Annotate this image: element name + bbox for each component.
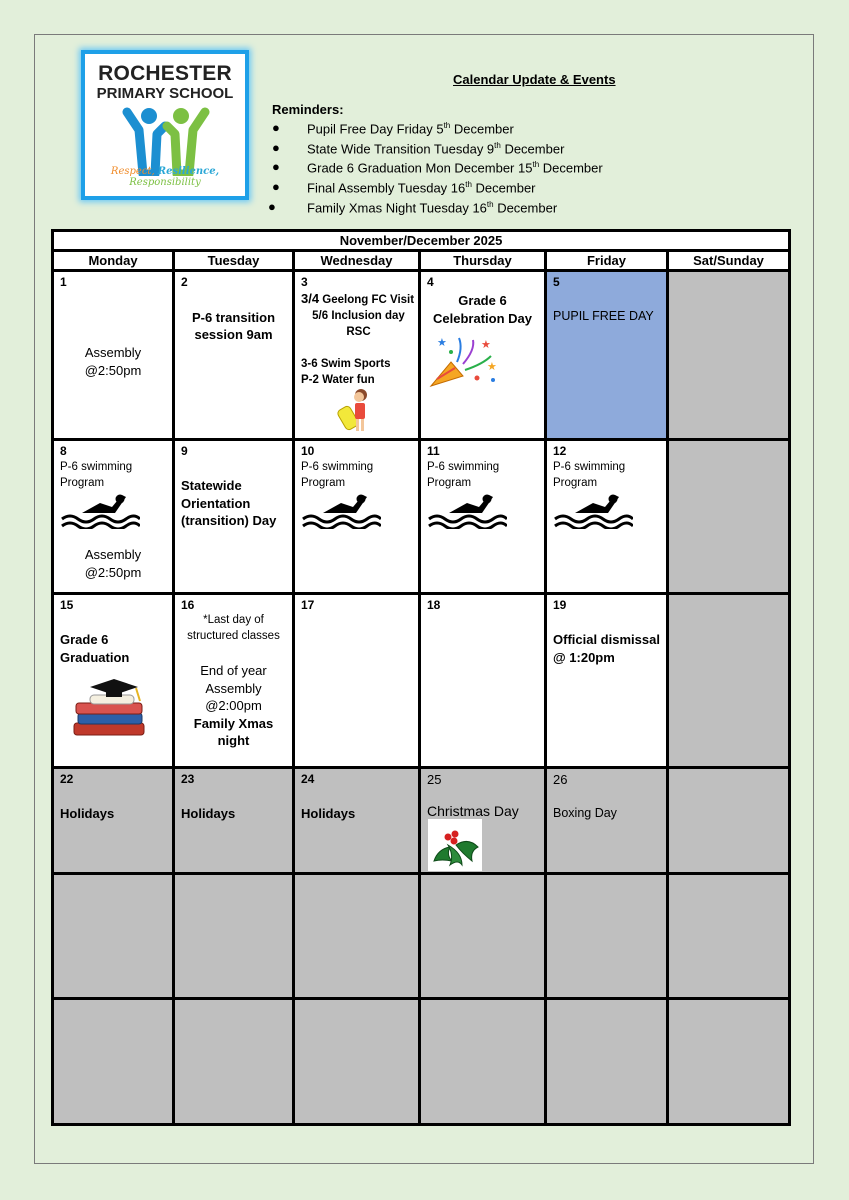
reminder-item: ● Family Xmas Night Tuesday 16th December — [268, 198, 558, 216]
weekend-cell — [668, 999, 790, 1125]
day-cell — [546, 874, 668, 999]
day-cell: 24 Holidays — [294, 768, 420, 874]
weekend-cell — [668, 271, 790, 440]
swimming-icon — [427, 491, 507, 529]
bullet-icon: ● — [272, 179, 280, 195]
calendar-month-header: November/December 2025 — [53, 231, 790, 251]
day-cell: 2 P-6 transition session 9am — [174, 271, 294, 440]
day-number: 11 — [427, 444, 440, 458]
reminder-item: ● State Wide Transition Tuesday 9th December — [272, 139, 565, 157]
bullet-icon: ● — [272, 120, 280, 135]
bullet-icon: ● — [272, 139, 280, 155]
day-number: 19 — [553, 598, 567, 612]
day-cell: 10 P-6 swimming Program — [294, 440, 420, 594]
svg-text:★: ★ — [481, 339, 491, 351]
reminders-heading: Reminders: — [272, 102, 344, 117]
day-number: 2 — [181, 275, 188, 289]
day-number: 26 — [553, 772, 568, 787]
day-cell: 12 P-6 swimming Program — [546, 440, 668, 594]
day-cell — [53, 999, 174, 1125]
swimmer-float-icon — [337, 387, 377, 435]
swimming-icon — [301, 491, 381, 529]
day-number: 25 — [427, 772, 442, 787]
day-cell: 4 Grade 6 Celebration Day ★ ★ ★ — [420, 271, 546, 440]
day-header-tuesday: Tuesday — [174, 251, 294, 271]
party-popper-icon — [429, 334, 503, 390]
weekend-cell — [668, 768, 790, 874]
graduation-books-icon — [70, 679, 150, 741]
day-header-wednesday: Wednesday — [294, 251, 420, 271]
weekend-cell — [668, 594, 790, 768]
day-cell — [294, 874, 420, 999]
day-number: 5 — [553, 275, 560, 289]
day-number: 1 — [60, 275, 67, 289]
day-cell: 26 Boxing Day — [546, 768, 668, 874]
day-number: 23 — [181, 772, 195, 786]
logo-school-name: ROCHESTER — [98, 62, 232, 85]
day-cell — [174, 999, 294, 1125]
day-header-monday: Monday — [53, 251, 174, 271]
day-cell: 23 Holidays — [174, 768, 294, 874]
logo-motto: Respect, Resilience, Responsibility — [110, 166, 220, 188]
day-cell: 19 Official dismissal @ 1:20pm — [546, 594, 668, 768]
day-number: 18 — [427, 598, 441, 612]
reminder-item: ● Final Assembly Tuesday 16th December — [272, 179, 536, 196]
day-header-weekend: Sat/Sunday — [668, 251, 790, 271]
bullet-icon: ● — [268, 198, 276, 214]
day-cell: 22 Holidays — [53, 768, 174, 874]
day-header-thursday: Thursday — [420, 251, 546, 271]
reminder-item: ● Grade 6 Graduation Mon December 15th December — [272, 159, 603, 176]
day-cell — [546, 999, 668, 1125]
day-cell — [53, 874, 174, 999]
day-cell: 8 P-6 swimming Program Assembly @2:50pm — [53, 440, 174, 594]
day-cell: 16 *Last day of structured classes End of year Assembly @2:00pm Family Xmas night — [174, 594, 294, 768]
swimming-icon — [553, 491, 633, 529]
day-cell: 11 P-6 swimming Program — [420, 440, 546, 594]
day-number: 12 — [553, 444, 567, 458]
day-header-friday: Friday — [546, 251, 668, 271]
day-number: 16 — [181, 598, 195, 612]
day-number: 10 — [301, 444, 315, 458]
day-number: 8 — [60, 444, 67, 458]
day-cell — [420, 594, 546, 768]
day-cell: 1 Assembly @2:50pm — [53, 271, 174, 440]
day-cell: 3 3/4 Geelong FC Visit 5/6 Inclusion day RSC 3-6 Swim Sports P-2 Water fun — [294, 271, 420, 440]
day-number: 4 — [427, 275, 434, 289]
holly-icon — [428, 819, 482, 871]
day-cell: 25 Christmas Day — [420, 768, 546, 874]
day-cell: 9 Statewide Orientation (transition) Day — [174, 440, 294, 594]
day-number: 9 — [181, 444, 188, 458]
day-number: 17 — [301, 598, 315, 612]
weekend-cell — [668, 440, 790, 594]
svg-text:★: ★ — [437, 337, 447, 349]
day-cell — [294, 999, 420, 1125]
day-number: 3 — [301, 275, 308, 289]
swimming-icon — [60, 491, 140, 529]
day-cell — [174, 874, 294, 999]
reminders-list — [268, 120, 603, 219]
svg-text:★: ★ — [487, 361, 497, 373]
page-title: Calendar Update & Events — [453, 72, 616, 87]
weekend-cell — [668, 874, 790, 999]
day-cell-pupil-free: 5 PUPIL FREE DAY — [546, 271, 668, 440]
day-number: 24 — [301, 772, 315, 786]
logo-school-type: PRIMARY SCHOOL — [96, 85, 234, 102]
reminder-item: ● Pupil Free Day Friday 5th December — [272, 120, 514, 137]
bullet-icon: ● — [272, 159, 280, 175]
day-number: 15 — [60, 598, 74, 612]
day-cell: 15 Grade 6 Graduation — [53, 594, 174, 768]
calendar-table — [51, 229, 791, 1126]
day-cell — [294, 594, 420, 768]
day-number: 22 — [60, 772, 74, 786]
day-cell — [420, 999, 546, 1125]
school-logo — [81, 50, 249, 200]
day-cell — [420, 874, 546, 999]
